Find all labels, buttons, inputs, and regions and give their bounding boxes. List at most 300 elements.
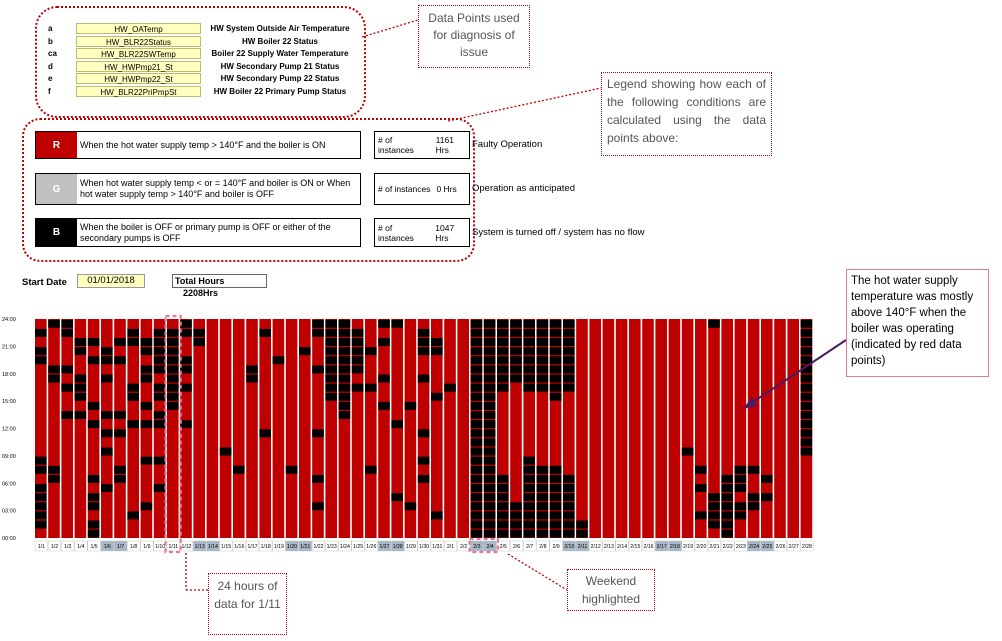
data-point-description: HW System Outside Air Temperature: [210, 24, 350, 33]
y-tick-label: 18:00: [2, 371, 16, 378]
day-column: [114, 319, 126, 538]
off-hour-cell: [418, 475, 430, 483]
date-tick-label: 1/24: [339, 544, 350, 550]
off-hour-cell: [484, 511, 496, 519]
off-hour-cell: [339, 356, 351, 364]
date-tick-label: 1/31: [432, 544, 443, 550]
off-hour-cell: [695, 466, 707, 474]
off-hour-cell: [35, 356, 47, 364]
data-point-description: Boiler 22 Supply Water Temperature: [211, 49, 349, 58]
off-hour-cell: [484, 329, 496, 337]
off-hour-cell: [510, 511, 522, 519]
off-hour-cell: [510, 521, 522, 529]
off-hour-cell: [497, 530, 509, 538]
off-hour-cell: [497, 356, 509, 364]
off-hour-cell: [365, 347, 377, 355]
off-hour-cell: [801, 375, 813, 383]
off-hour-cell: [61, 329, 73, 337]
off-hour-cell: [563, 521, 575, 529]
off-hour-cell: [563, 384, 575, 392]
date-tick-label: 1/6: [103, 544, 111, 550]
off-hour-cell: [537, 466, 549, 474]
off-hour-cell: [801, 420, 813, 428]
data-point-tag: HW_BLR22Status: [76, 36, 201, 47]
off-hour-cell: [510, 375, 522, 383]
off-hour-cell: [708, 511, 720, 519]
off-hour-cell: [378, 402, 390, 410]
date-tick-label: 2/10: [564, 544, 575, 550]
off-hour-cell: [378, 320, 390, 328]
off-hour-cell: [523, 356, 535, 364]
off-hour-cell: [141, 338, 153, 346]
data-points-note-text: Data Points used for diagnosis of issue: [428, 11, 520, 59]
off-hour-cell: [708, 320, 720, 328]
date-tick-label: 2/1: [446, 544, 455, 550]
day-column: [127, 319, 139, 538]
off-hour-cell: [523, 475, 535, 483]
off-hour-cell: [35, 457, 47, 465]
off-hour-cell: [339, 347, 351, 355]
off-hour-cell: [510, 338, 522, 346]
off-hour-cell: [801, 438, 813, 446]
off-hour-cell: [761, 475, 773, 483]
day-column: [589, 319, 601, 538]
off-hour-cell: [563, 347, 575, 355]
off-hour-cell: [180, 356, 192, 364]
off-hour-cell: [167, 329, 179, 337]
date-tick-label: 1/7: [116, 544, 125, 550]
date-tick-label: 2/24: [749, 544, 760, 550]
off-hour-cell: [312, 429, 324, 437]
off-hour-cell: [523, 502, 535, 510]
instances-value: 1047 Hrs: [435, 222, 455, 243]
off-hour-cell: [180, 329, 192, 337]
off-hour-cell: [721, 530, 733, 538]
connector-line: [362, 20, 418, 37]
off-hour-cell: [801, 320, 813, 328]
off-hour-cell: [550, 521, 562, 529]
off-hour-cell: [748, 493, 760, 501]
day-column: [642, 319, 654, 538]
day-note: [208, 573, 287, 635]
off-hour-cell: [365, 466, 377, 474]
off-hour-cell: [523, 511, 535, 519]
off-hour-cell: [721, 511, 733, 519]
off-hour-cell: [193, 329, 205, 337]
off-hour-cell: [721, 521, 733, 529]
off-hour-cell: [405, 402, 417, 410]
off-hour-cell: [431, 393, 443, 401]
off-hour-cell: [801, 393, 813, 401]
off-hour-cell: [550, 356, 562, 364]
off-hour-cell: [510, 502, 522, 510]
weekend-note: [567, 569, 655, 611]
day-column: [220, 319, 232, 538]
off-hour-cell: [127, 384, 139, 392]
off-hour-cell: [312, 502, 324, 510]
off-hour-cell: [352, 384, 364, 392]
off-hour-cell: [523, 493, 535, 501]
legend-status: Faulty Operation: [472, 139, 543, 150]
day-column: [774, 319, 786, 538]
date-tick-label: 2/14: [617, 544, 628, 550]
date-tick-label: 1/25: [353, 544, 364, 550]
off-hour-cell: [484, 502, 496, 510]
off-hour-cell: [471, 320, 483, 328]
off-hour-cell: [497, 375, 509, 383]
off-hour-cell: [141, 365, 153, 373]
off-hour-cell: [352, 338, 364, 346]
date-tick-label: 2/17: [656, 544, 667, 550]
off-hour-cell: [75, 347, 87, 355]
off-hour-cell: [471, 466, 483, 474]
off-hour-cell: [88, 420, 100, 428]
off-hour-cell: [48, 475, 60, 483]
off-hour-cell: [312, 365, 324, 373]
date-tick-label: 2/27: [788, 544, 799, 550]
off-hour-cell: [101, 356, 113, 364]
off-hour-cell: [484, 521, 496, 529]
off-hour-cell: [180, 365, 192, 373]
date-tick-label: 1/3: [64, 544, 72, 550]
date-tick-label: 2/26: [775, 544, 786, 550]
off-hour-cell: [75, 375, 87, 383]
day-column: [695, 319, 707, 538]
legend-rule-text: When the boiler is OFF or primary pump is OFF or either of the secondary pumps is OFF: [80, 221, 331, 243]
data-point-tag: HW_BLR22SWTemp: [76, 48, 201, 59]
off-hour-cell: [101, 375, 113, 383]
off-hour-cell: [88, 356, 100, 364]
off-hour-cell: [418, 347, 430, 355]
off-hour-cell: [61, 320, 73, 328]
off-hour-cell: [537, 320, 549, 328]
weekend-note-text: Weekend highlighted: [581, 574, 641, 606]
off-hour-cell: [48, 466, 60, 474]
date-tick-label: 2/2: [460, 544, 468, 550]
off-hour-cell: [88, 493, 100, 501]
off-hour-cell: [484, 375, 496, 383]
off-hour-cell: [563, 475, 575, 483]
off-hour-cell: [484, 438, 496, 446]
off-hour-cell: [801, 384, 813, 392]
off-hour-cell: [471, 411, 483, 419]
instances-label: # of instances: [378, 222, 414, 243]
off-hour-cell: [550, 493, 562, 501]
off-hour-cell: [484, 457, 496, 465]
legend-note-text: Legend showing how each of the following conditions are calculated using the data points above:: [607, 77, 766, 145]
off-hour-cell: [497, 329, 509, 337]
off-hour-cell: [141, 375, 153, 383]
off-hour-cell: [471, 356, 483, 364]
off-hour-cell: [154, 365, 166, 373]
day-column: [48, 319, 60, 538]
off-hour-cell: [537, 484, 549, 492]
off-hour-cell: [801, 329, 813, 337]
off-hour-cell: [550, 466, 562, 474]
day-column: [286, 319, 298, 538]
finding-note-text: The hot water supply temperature was mostly above 140°F when the boiler was operating (indicated by red data points): [851, 275, 974, 367]
off-hour-cell: [35, 493, 47, 501]
date-tick-label: 2/21: [709, 544, 720, 550]
date-tick-label: 1/21: [300, 544, 311, 550]
date-tick-label: 2/25: [762, 544, 773, 550]
off-hour-cell: [180, 320, 192, 328]
off-hour-cell: [75, 393, 87, 401]
off-hour-cell: [339, 329, 351, 337]
legend-swatch: B: [36, 219, 77, 246]
off-hour-cell: [721, 493, 733, 501]
off-hour-cell: [563, 511, 575, 519]
date-tick-label: 1/12: [181, 544, 192, 550]
off-hour-cell: [339, 384, 351, 392]
off-hour-cell: [537, 493, 549, 501]
date-tick-label: 1/20: [287, 544, 298, 550]
date-tick-label: 1/4: [77, 544, 85, 550]
y-tick-label: 03:00: [2, 508, 16, 515]
off-hour-cell: [484, 466, 496, 474]
off-hour-cell: [523, 347, 535, 355]
date-tick-label: 1/23: [326, 544, 337, 550]
off-hour-cell: [550, 329, 562, 337]
date-tick-label: 2/18: [669, 544, 680, 550]
off-hour-cell: [563, 356, 575, 364]
off-hour-cell: [537, 384, 549, 392]
off-hour-cell: [141, 402, 153, 410]
off-hour-cell: [695, 511, 707, 519]
off-hour-cell: [721, 475, 733, 483]
off-hour-cell: [325, 347, 337, 355]
off-hour-cell: [127, 393, 139, 401]
data-point-tag: HW_BLR22PriPmpSt: [76, 86, 201, 97]
off-hour-cell: [141, 347, 153, 355]
off-hour-cell: [378, 338, 390, 346]
off-hour-cell: [497, 338, 509, 346]
off-hour-cell: [101, 347, 113, 355]
off-hour-cell: [141, 420, 153, 428]
date-tick-label: 1/28: [392, 544, 403, 550]
off-hour-cell: [167, 393, 179, 401]
off-hour-cell: [167, 375, 179, 383]
off-hour-cell: [497, 384, 509, 392]
off-hour-cell: [471, 511, 483, 519]
off-hour-cell: [497, 484, 509, 492]
off-hour-cell: [299, 347, 311, 355]
date-tick-label: 1/30: [419, 544, 430, 550]
off-hour-cell: [471, 420, 483, 428]
off-hour-cell: [484, 484, 496, 492]
off-hour-cell: [484, 530, 496, 538]
day-column: [682, 319, 694, 538]
date-tick-label: 2/16: [643, 544, 654, 550]
off-hour-cell: [471, 521, 483, 529]
y-tick-label: 15:00: [2, 399, 16, 406]
off-hour-cell: [352, 356, 364, 364]
start-date-value: 01/01/2018: [77, 274, 145, 288]
date-tick-label: 2/12: [590, 544, 601, 550]
instances-label: # of instances: [378, 184, 431, 194]
off-hour-cell: [339, 402, 351, 410]
off-hour-cell: [88, 530, 100, 538]
date-tick-label: 1/22: [313, 544, 324, 550]
off-hour-cell: [484, 365, 496, 373]
off-hour-cell: [378, 375, 390, 383]
off-hour-cell: [391, 493, 403, 501]
day-column: [616, 319, 628, 538]
day-column: [761, 319, 773, 538]
y-tick-label: 00:00: [2, 536, 16, 542]
off-hour-cell: [537, 356, 549, 364]
off-hour-cell: [114, 338, 126, 346]
off-hour-cell: [484, 338, 496, 346]
off-hour-cell: [154, 393, 166, 401]
off-hour-cell: [510, 329, 522, 337]
off-hour-cell: [523, 484, 535, 492]
off-hour-cell: [523, 384, 535, 392]
date-tick-label: 1/27: [379, 544, 390, 550]
off-hour-cell: [246, 375, 258, 383]
date-tick-label: 2/23: [735, 544, 746, 550]
off-hour-cell: [682, 448, 694, 456]
date-tick-label: 2/19: [683, 544, 694, 550]
off-hour-cell: [563, 320, 575, 328]
date-tick-label: 1/5: [90, 544, 98, 550]
off-hour-cell: [537, 338, 549, 346]
date-tick-label: 2/20: [696, 544, 707, 550]
off-hour-cell: [510, 356, 522, 364]
off-hour-cell: [167, 365, 179, 373]
off-hour-cell: [484, 402, 496, 410]
off-hour-cell: [154, 411, 166, 419]
off-hour-cell: [193, 338, 205, 346]
off-hour-cell: [721, 484, 733, 492]
data-point-description: HW Boiler 22 Primary Pump Status: [213, 86, 347, 96]
off-hour-cell: [127, 338, 139, 346]
off-hour-cell: [127, 420, 139, 428]
off-hour-cell: [537, 521, 549, 529]
off-hour-cell: [471, 530, 483, 538]
total-hours-label: Total Hours: [175, 276, 225, 286]
off-hour-cell: [563, 338, 575, 346]
off-hour-cell: [114, 466, 126, 474]
off-hour-cell: [484, 475, 496, 483]
off-hour-cell: [563, 530, 575, 538]
off-hour-cell: [391, 320, 403, 328]
data-point-description: HW Boiler 22 Status: [241, 36, 318, 46]
off-hour-cell: [497, 493, 509, 501]
data-point-code: b: [48, 36, 53, 46]
off-hour-cell: [101, 484, 113, 492]
date-tick-label: 1/16: [234, 544, 245, 550]
off-hour-cell: [127, 329, 139, 337]
date-tick-label: 2/15: [630, 544, 641, 550]
data-point-tag: HW_OATemp: [76, 23, 201, 34]
off-hour-cell: [497, 347, 509, 355]
off-hour-cell: [708, 493, 720, 501]
day-column: [193, 319, 205, 538]
off-hour-cell: [259, 429, 271, 437]
off-hour-cell: [537, 530, 549, 538]
off-hour-cell: [471, 365, 483, 373]
off-hour-cell: [563, 502, 575, 510]
off-hour-cell: [523, 466, 535, 474]
off-hour-cell: [537, 502, 549, 510]
off-hour-cell: [471, 393, 483, 401]
off-hour-cell: [695, 484, 707, 492]
off-hour-cell: [61, 365, 73, 373]
off-hour-cell: [127, 511, 139, 519]
off-hour-cell: [273, 356, 285, 364]
off-hour-cell: [35, 511, 47, 519]
date-tick-label: 2/6: [512, 544, 521, 550]
off-hour-cell: [48, 320, 60, 328]
off-hour-cell: [550, 530, 562, 538]
off-hour-cell: [471, 347, 483, 355]
off-hour-cell: [735, 466, 747, 474]
off-hour-cell: [259, 329, 271, 337]
off-hour-cell: [352, 347, 364, 355]
off-hour-cell: [339, 365, 351, 373]
off-hour-cell: [101, 448, 113, 456]
off-hour-cell: [154, 329, 166, 337]
off-hour-cell: [154, 457, 166, 465]
off-hour-cell: [471, 429, 483, 437]
off-hour-cell: [497, 511, 509, 519]
off-hour-cell: [550, 502, 562, 510]
off-hour-cell: [735, 511, 747, 519]
day-column: [576, 319, 588, 538]
off-hour-cell: [801, 402, 813, 410]
date-tick-label: 2/4: [486, 544, 494, 550]
y-tick-label: 24:00: [2, 317, 16, 323]
off-hour-cell: [167, 356, 179, 364]
data-point-code: e: [48, 74, 53, 83]
off-hour-cell: [471, 475, 483, 483]
date-tick-label: 2/3: [473, 544, 481, 550]
data-point-code: d: [48, 61, 53, 71]
date-tick-label: 1/1: [37, 544, 45, 550]
off-hour-cell: [537, 365, 549, 373]
off-hour-cell: [471, 384, 483, 392]
off-hour-cell: [352, 329, 364, 337]
off-hour-cell: [510, 320, 522, 328]
off-hour-cell: [484, 347, 496, 355]
off-hour-cell: [339, 320, 351, 328]
off-hour-cell: [61, 411, 73, 419]
off-hour-cell: [721, 502, 733, 510]
off-hour-cell: [510, 365, 522, 373]
off-hour-cell: [735, 484, 747, 492]
legend-status: System is turned off / system has no flow: [472, 226, 645, 238]
off-hour-cell: [523, 457, 535, 465]
day-column: [233, 319, 245, 538]
off-hour-cell: [523, 329, 535, 337]
day-column: [273, 319, 285, 538]
date-tick-label: 2/5: [499, 544, 507, 550]
off-hour-cell: [88, 521, 100, 529]
data-point-code: a: [48, 24, 53, 33]
data-point-code: ca: [48, 49, 57, 58]
off-hour-cell: [497, 502, 509, 510]
off-hour-cell: [35, 329, 47, 337]
off-hour-cell: [154, 338, 166, 346]
off-hour-cell: [523, 375, 535, 383]
date-tick-label: 2/7: [526, 544, 534, 550]
instances-value: 0 Hrs: [436, 184, 457, 194]
off-hour-cell: [748, 466, 760, 474]
off-hour-cell: [246, 365, 258, 373]
off-hour-cell: [550, 393, 562, 401]
off-hour-cell: [550, 475, 562, 483]
